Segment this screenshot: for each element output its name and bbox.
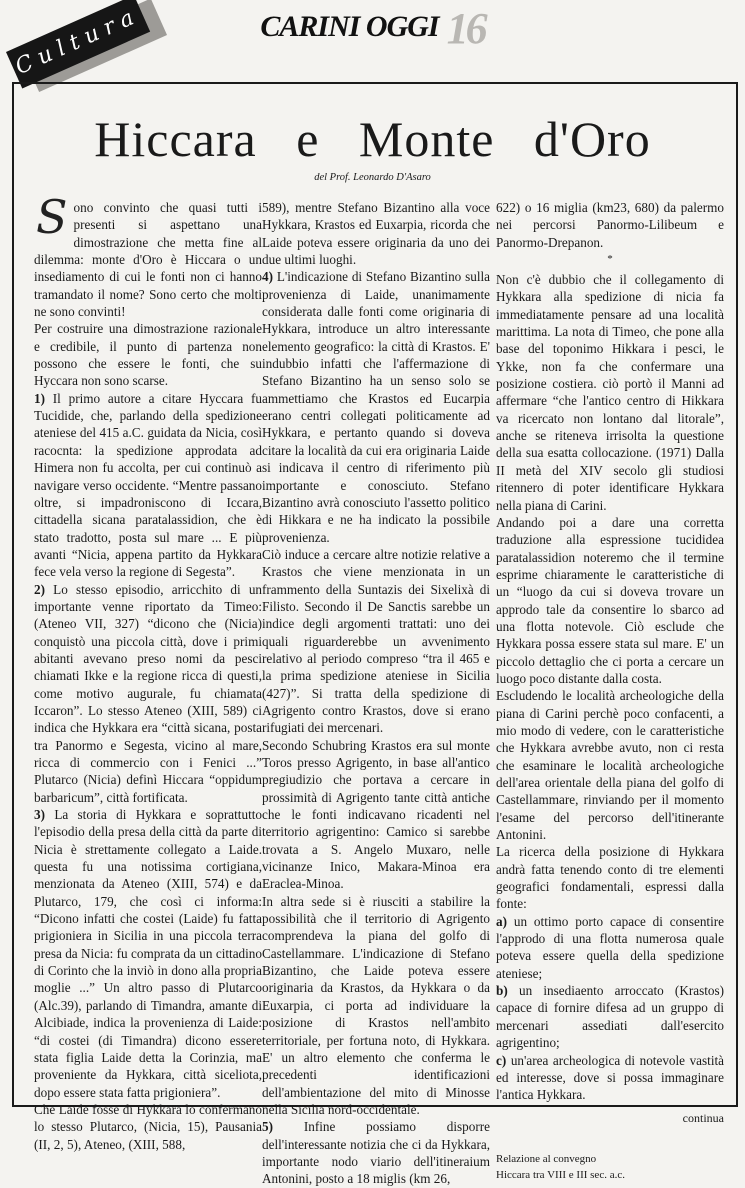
paragraph: Ciò induce a cercare altre notizie relative a Krastos che viene menzionata in un frammento della Suntazis dei Sixelixà di Filisto. Secondo il De Sanctis sarebbe un indice degli argomenti trattati: uno dei quali riguarderebbe un avvenimento relativo al periodo compreso “tra il 465 e la prima spedizione ateniese in Sicilia (427)”. Si tratta della spedizione di Agrigento contro Krastos, dove si erano rifugiati dei mercenari. [262, 546, 490, 736]
paragraph-text: Infine possiamo disporre dell'interessante notizia che ci da Hykkara, importante nodo viario dell'itineraium Antonini, posto a 18 miglis (km 26, [262, 1119, 490, 1187]
paragraph [262, 1118, 490, 1187]
point-number: 4) [262, 269, 273, 285]
item-text: un insediaento arroccato (Krastos) capace di fornire difesa ad un gruppo di mercenari assediati dall'esercito agrigentino; [496, 983, 725, 1051]
item-letter: b) [496, 983, 508, 999]
item-text: un'area archeologica di notevole vastità ed interesse, dove si possa immaginare l'antica Hykkara. [496, 1052, 725, 1103]
paragraph [34, 190, 262, 320]
paragraph-text: Lo stesso episodio, arricchito di un importante venne riportato da Timeo: (Ateneo VII, 327) “dicono che (Nicia) conquistò una piccola città, dove i primi abitanti avevano preso nomi da pesci chiamati Ikke e la regione ricca di questi, come motivo augurale, fu chiamata Iccaron”. Lo stesso Ateneo (XIII, 589) ci indica che Hykkara era “città sicana, posta tra Panormo e Segesta, vicino al mare, ricca di commercio con i Fenici ...” Plutarco (Nicia) definì Hiccara “oppidum barbaricum”, città fortificata. [34, 581, 263, 805]
point-number: 1) [34, 390, 45, 406]
item-letter: a) [496, 913, 507, 929]
paragraph [34, 390, 262, 581]
paragraph-text: L'indicazione di Stefano Bizantino sulla provenienza di Laide, unanimamente considerata dalle fonti come originaria di Hykkara, introduce un altro interessante elemento geografico: la città di Krastos. E' indubbio infatti che l'affermazione di Stefano Bizantino ha un senso solo se ammettiamo che Krastos ed Eucarpia erano centri collegati politicamente ad Hykkara, e pertanto quando si doveva citare la località da cui era originaria Laide si indicava il centro di riferimento più importante e conosciuto. Stefano Bizantino avrà conosciuto l'assetto politico di Hikkara e ne ha indicato la possibile provenienza. [262, 269, 490, 545]
paragraph: Andando poi a dare una corretta traduzione alla espressione tucididea paratalassidion noteremo che il termine esprime chiaramente le caratteristiche di un “luogo da cui si doveva trovare un approdo tale da consentire lo sbarco ad una flotta notevole. Ciò esclude che Hykkara possa essere stata sul mare. E' un piccolo dettaglio che ci porta a cercare un luogo poco distante dalla costa. [496, 514, 724, 686]
drop-cap: S [36, 190, 68, 244]
page-number: 16 [446, 4, 485, 53]
list-item [496, 913, 724, 982]
point-number: 5) [262, 1119, 273, 1135]
footnote-line: Hiccara tra VIII e III sec. a.c. [496, 1168, 625, 1181]
paragraph-text: La storia di Hykkara e soprattutto l'episodio della presa della città da parte di Nicia è strettamente collegato a Laide. questa fu una notissima cortigiana, menzionata da Ateneo (XIII, 574) e da Plutarco, 179, che così ci informa: “Dicono infatti che costei (Laide) fu fatta prigioniera in Sicilia in una piccola terra presa da Nicia: fu comprata da un cittadino di Corinto che la inviò in dono alla propria moglie ...” Un altro passo di Plutarco (Alc.39), parlando di Timandra, amante di Alcibiade, indica la provenienza di Laide: “di costei (di Timandra) dicono essere stata figlia Laide detta la Corinzia, ma proveniente da Hykkara, città siceliota, dopo essere stata fatta prigioniera”. [34, 807, 262, 1100]
paragraph: 589), mentre Stefano Bizantino alla voce Hykkara, Krastos ed Euxarpia, ricorda che Laide poteva essere originaria da uno dei due ultimi luoghi. [262, 200, 490, 268]
paragraph: Escludendo le località archeologiche della piana di Carini perchè poco confacenti, a mio modo di vedere, con le caratteristiche che Hykkara avrebbe avuto, non ci resta che esaminare le località archeologiche dell'area orientale della piana del golfo di Castellammare, rinviando per il momento l'esame del percorso dell'itinerante Antonini. [496, 688, 724, 843]
paragraph: La ricerca della posizione di Hykkara andrà fatta tenendo conto di tre elementi geografici fondamentali, espressi dalla fonte: [496, 844, 724, 912]
paragraph: In altra sede si è riusciti a stabilire la possibilità che il territorio di Agrigento comprendeva la piana del golfo di Castellammare. L'indicazione di Stefano Bizantino, che Laide poteva essere originaria da Krastos, da Hykkara o da Euxarpia, ci porta ad individuare la posizione di Krastos nell'ambito territoriale, per fortuna noto, di Hykkara. E' un altro elemento che conferma le precedenti identificazioni dell'ambientazione del mito di Minosse nella Sicilia nord-occidentale. [262, 893, 490, 1117]
paragraph: Non c'è dubbio che il collegamento di Hykkara alla spedizione di nicia fa immediatamente pensare ad una località marittima. La nota di Timeo, che pone alla base del toponimo Hikkara i pesci, le Ykke, non fa che confermare una posizione costiera. ciò portò il Manni ad affermare “che l'antico centro di Hikkara va ricercato non lontano dal litorale”, anche se riteneva irrisolta la questione della sua esatta collocazione. (1971) Dalla II metà del XIV secolo gli studiosi ritennero di poter identificare Hykkara nella piana di Carini. [496, 272, 724, 513]
paragraph [262, 268, 490, 546]
list-item [496, 1052, 724, 1104]
item-text: un ottimo porto capace di consentire l'approdo di una flotta numerosa quale poteva essere quella della spedizione ateniese; [496, 913, 724, 981]
paragraph: 622) o 16 miglia (km23, 680) da palermo nei percorsi Panormo-Lilibeum e Panormo-Drepanon. [496, 200, 724, 250]
paragraph: Per costruire una dimostrazione razionale e credibile, il punto di partenza non possono che essere le fonti, che su Hyccara non sono scarse. [34, 321, 262, 389]
paragraph: Secondo Schubring Krastos era sul monte Toros presso Agrigento, in base all'antico pregiudizio che portava a cercare in prossimità di Agrigento tante città antiche che le fonti indicavano ricadenti nel territorio agrigentino: Camico si sarebbe trovata a S. Angelo Muxaro, nelle vicinanze Inico, Makara-Minoa era Eraclea-Minoa. [262, 737, 490, 892]
paragraph-text: ono convinto che quasi tutti i presenti si aspettano una dimostrazione che metta fine al dilemma: monte d'Oro è Hiccara o un insediamento di cui le fonti non ci hanno tramandato il nome? Sono certo che molti ne sono convinti! [34, 200, 262, 320]
article-byline: del Prof. Leonardo D'Asaro [314, 172, 431, 183]
section-separator: * [607, 253, 613, 266]
column-3 [496, 199, 724, 1183]
article-title: Hiccara e Monte d'Oro [94, 111, 651, 167]
paragraph-text: Il primo autore a citare Hyccara fu Tucidide, che, parlando della spedizione ateniese del 415 a.C. guidata da Nicia, così racocnta: la spedizione approdata ad Himera non fu accolta, per cui continuò a navigare verso occidente. “Mentre passano oltre, si impadroniscono di Iccara, cittadella sicana paratalassidion, che è stato tradotto, posta sul mare ... E più avanti “Nicia, appena partito da Hykkara fece vela verso la regione di Segesta”. [34, 390, 263, 580]
column-1 [34, 190, 263, 1153]
list-item [496, 982, 724, 1051]
point-number: 3) [34, 807, 45, 823]
footnote [496, 1151, 724, 1183]
paragraph: Che Laide fosse di Hykkara lo confermano lo stesso Plutarco, (Nicia, 15), Pausania (II, 2, 5), Ateneo, (XIII, 588, [34, 1101, 262, 1152]
section-label: Cultura [6, 0, 150, 89]
paragraph [34, 806, 262, 1101]
item-letter: c) [496, 1052, 507, 1068]
column-2 [262, 199, 490, 1188]
point-number: 2) [34, 581, 45, 597]
paragraph [34, 581, 262, 806]
continued-marker: continua [682, 1110, 724, 1125]
footnote-line: Relazione al convegno [496, 1152, 597, 1165]
newspaper-title: CARINI OGGI [260, 10, 439, 43]
